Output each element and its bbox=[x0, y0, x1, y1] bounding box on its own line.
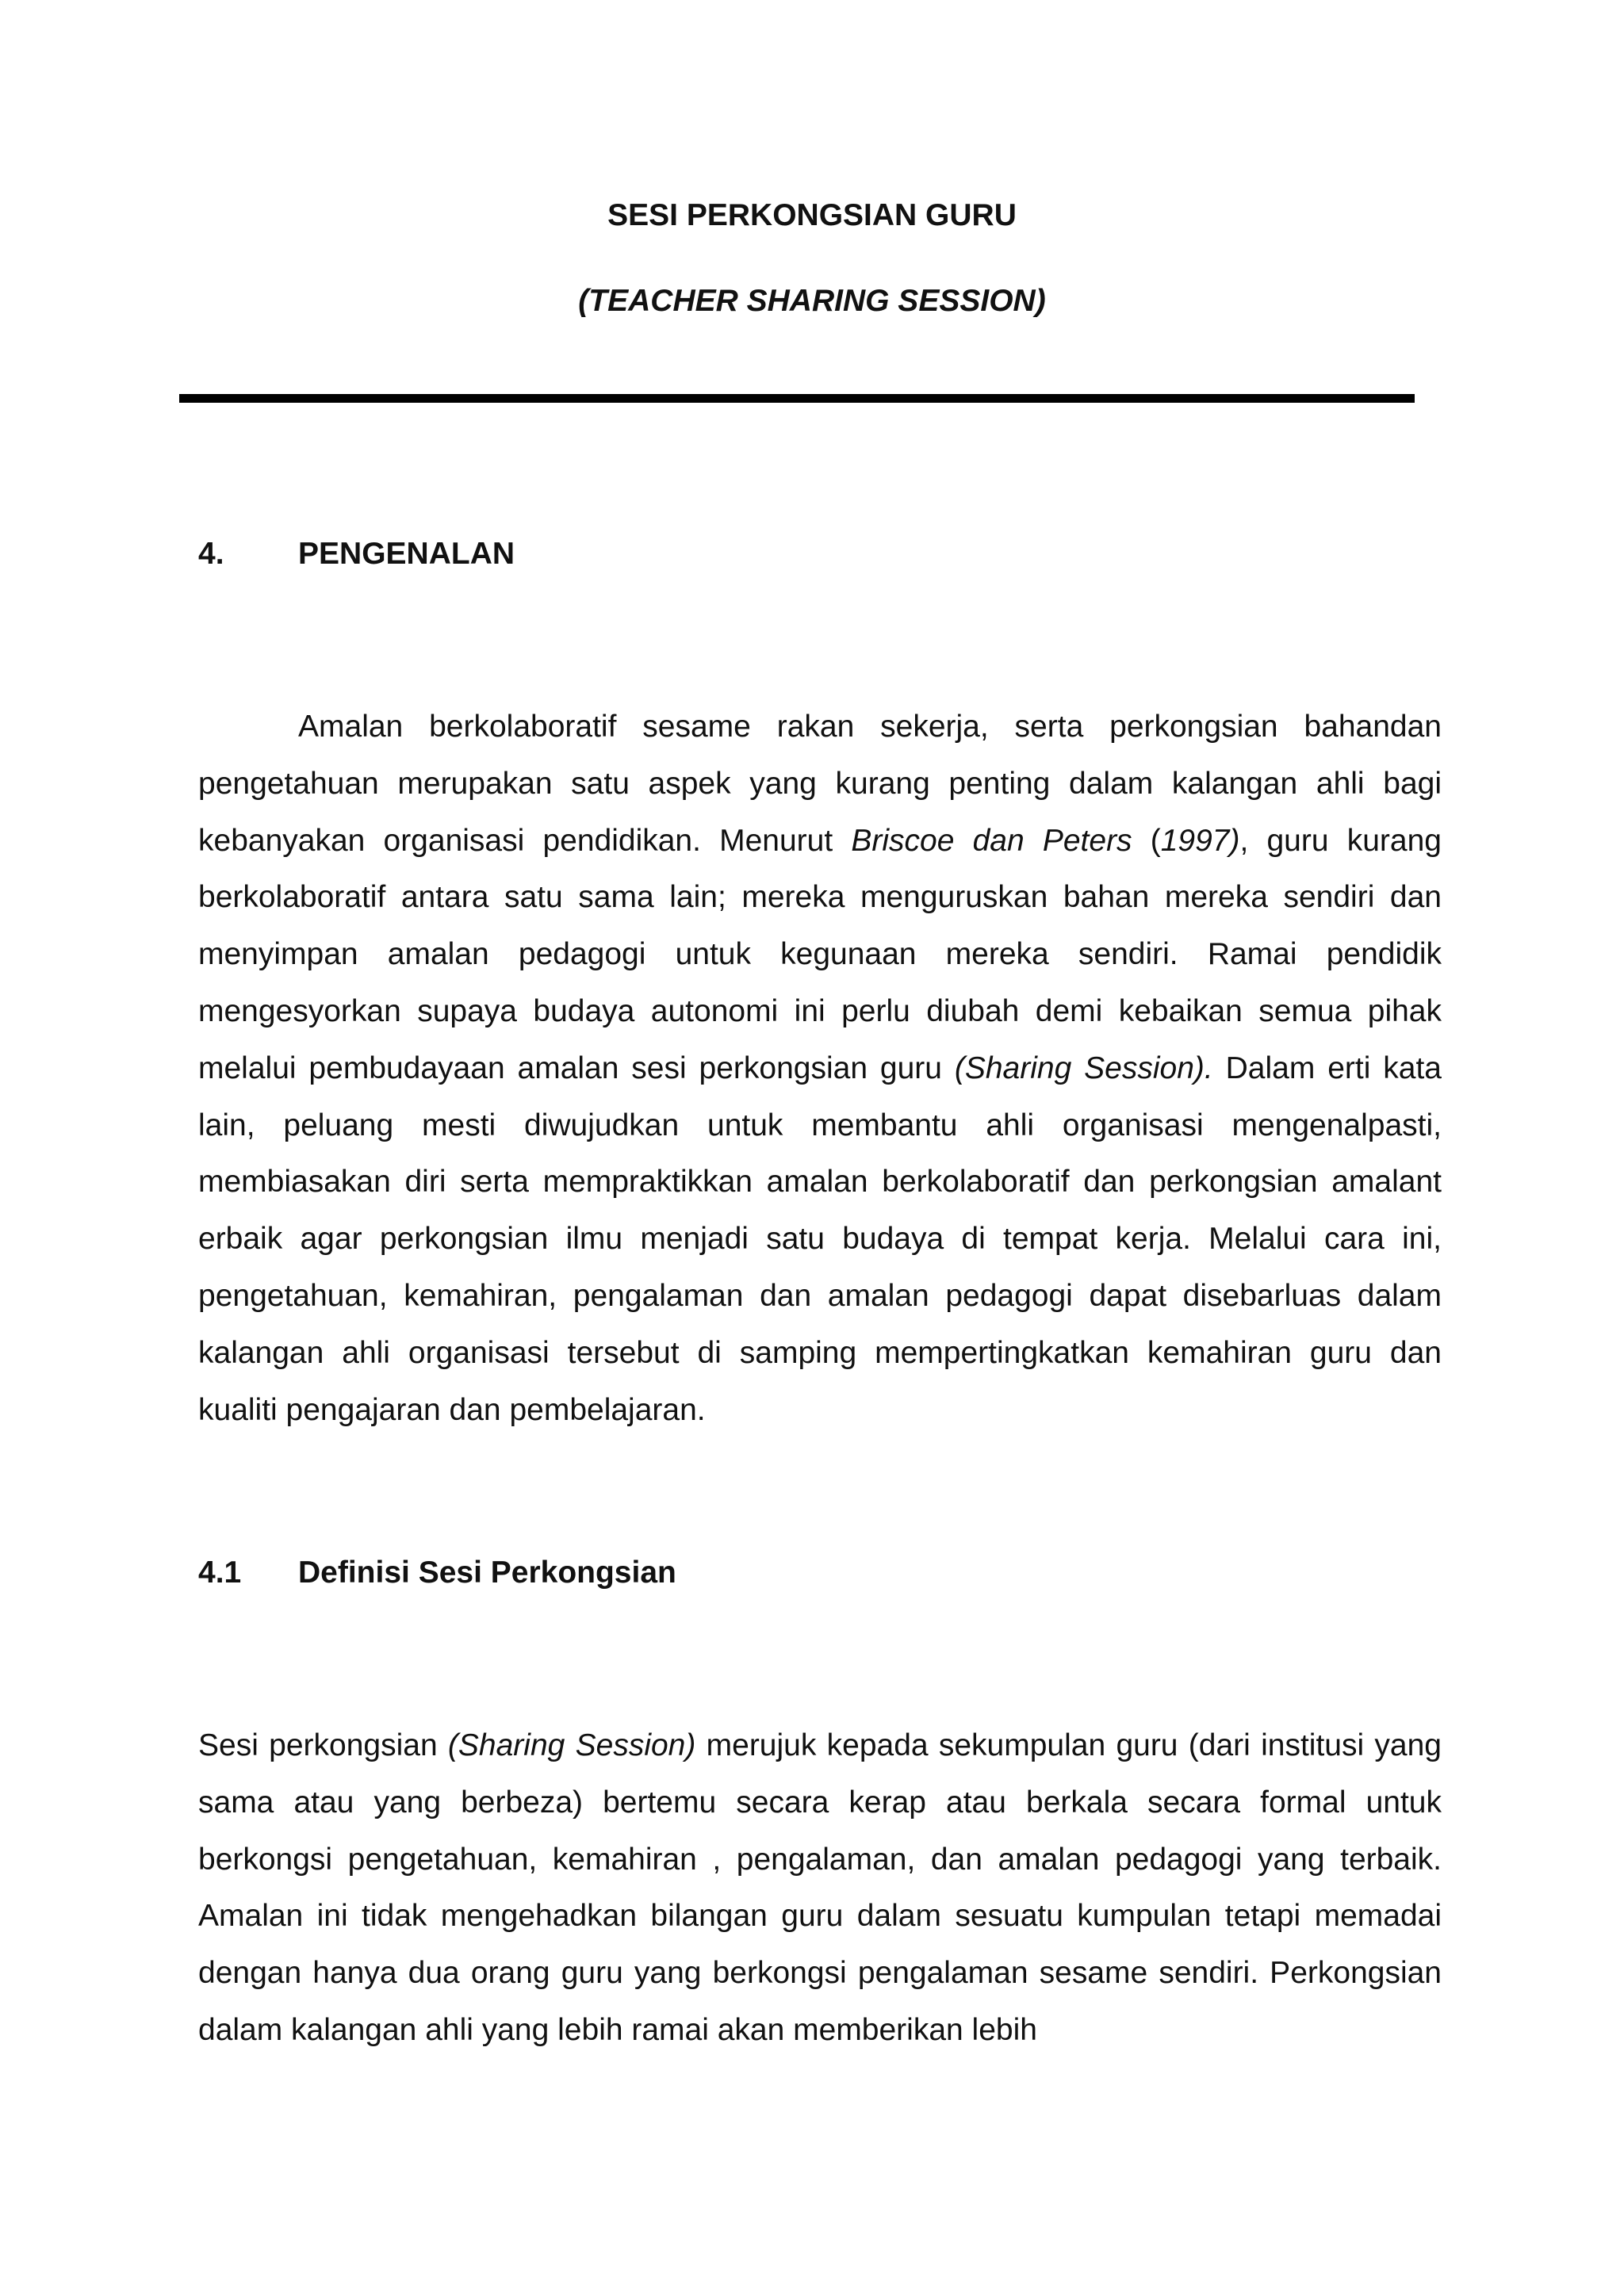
paragraph-text: Dalam erti kata lain, peluang mesti diwujudkan untuk membantu ahli organisasi mengenalpasti, membiasakan diri serta mempraktikkan amalan berkolaboratif dan perkongsian amalant erbaik agar perkongsian ilmu menjadi satu budaya di tempat kerja. Melalui cara ini, pengetahuan, kemahiran, pengalaman dan amalan pedagogi dapat disebarluas dalam kalangan ahli organisasi tersebut di samping mempertingkatkan kemahiran guru dan kualiti pengajaran dan pembelajaran. bbox=[198, 1050, 1442, 1427]
section-number: 4.1 bbox=[198, 1556, 242, 1590]
section-number: 4. bbox=[198, 537, 224, 571]
paragraph-text: Amalan berkolaboratif sesame rakan sekerja, serta perkongsian bahandan pengetahuan merupakan satu aspek yang kurang penting dalam kalangan ahli bagi kebanyakan organisasi pendidikan. Menurut bbox=[198, 710, 1442, 858]
paragraph-text: , guru kurang berkolaboratif antara satu sama lain; mereka menguruskan bahan mereka sendiri dan menyimpan amalan pedagogi untuk kegunaan mereka sendiri. Ramai pendidik mengesyorkan supaya budaya autonomi ini perlu diubah demi kebaikan semua pihak melalui pembudayaan amalan sesi perkongsian guru bbox=[198, 823, 1442, 1085]
definition-paragraph bbox=[198, 1717, 1442, 2059]
section-heading-text: PENGENALAN bbox=[298, 537, 515, 571]
citation-authors: Briscoe dan Peters bbox=[851, 823, 1132, 858]
document-title: SESI PERKONGSIAN GURU bbox=[607, 198, 1017, 232]
english-term: (Sharing Session). bbox=[954, 1050, 1213, 1085]
intro-paragraph bbox=[198, 698, 1442, 1438]
paragraph-text: ( bbox=[1132, 823, 1161, 858]
section-heading-text: Definisi Sesi Perkongsian bbox=[298, 1556, 676, 1590]
paragraph-text: merujuk kepada sekumpulan guru (dari institusi yang sama atau yang berbeza) bertemu secara kerap atau berkala secara formal untuk berkongsi pengetahuan, kemahiran , pengalaman, dan amalan pedagogi yang terbaik. Amalan ini tidak mengehadkan bilangan guru dalam sesuatu kumpulan tetapi memadai dengan hanya dua orang guru yang berkongsi pengalaman sesame sendiri. Perkongsian dalam kalangan ahli yang lebih ramai akan memberikan lebih bbox=[198, 1728, 1442, 2047]
section-heading-definisi bbox=[198, 1554, 676, 1592]
section-heading-pengenalan bbox=[198, 535, 515, 573]
paragraph-text: Sesi perkongsian bbox=[198, 1728, 448, 1762]
title-divider bbox=[179, 394, 1415, 403]
citation-year: 1997) bbox=[1160, 823, 1240, 858]
document-subtitle: (TEACHER SHARING SESSION) bbox=[578, 284, 1046, 318]
english-term: (Sharing Session) bbox=[447, 1728, 696, 1762]
